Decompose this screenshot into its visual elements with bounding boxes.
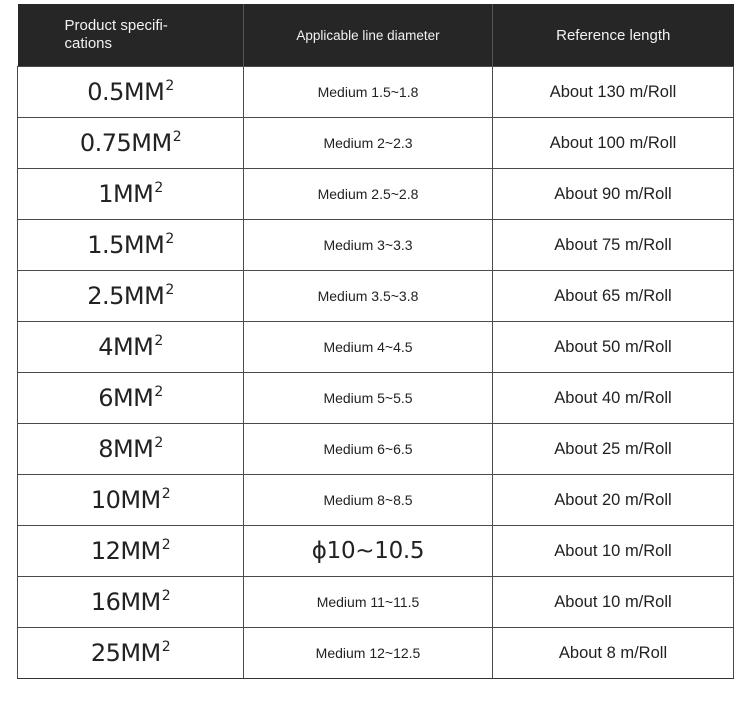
spec-unit-superscript: 2 (161, 588, 171, 604)
cell-product-spec (18, 628, 244, 679)
spec-value: 6MM (98, 384, 154, 412)
header-spec-label: Product specifi- cations (64, 17, 168, 52)
cell-product-spec (18, 220, 244, 271)
cell-reference-length: About 130 m/Roll (493, 67, 734, 118)
spec-value: 16MM (90, 588, 161, 616)
header-product-specifications (18, 4, 244, 67)
cell-reference-length: About 65 m/Roll (493, 271, 734, 322)
table-row (18, 424, 734, 475)
table-body (18, 67, 734, 679)
cell-line-diameter: ϕ10~10.5 (244, 526, 493, 577)
cell-reference-length: About 10 m/Roll (493, 526, 734, 577)
spec-value: 12MM (90, 537, 161, 565)
cell-line-diameter: Medium 11~11.5 (244, 577, 493, 628)
cell-line-diameter: Medium 12~12.5 (244, 628, 493, 679)
table-row (18, 67, 734, 118)
cell-reference-length: About 20 m/Roll (493, 475, 734, 526)
table-row (18, 169, 734, 220)
cell-reference-length: About 40 m/Roll (493, 373, 734, 424)
cell-product-spec (18, 577, 244, 628)
table-header (18, 4, 734, 67)
spec-unit-superscript: 2 (165, 231, 174, 247)
cell-reference-length: About 8 m/Roll (493, 628, 734, 679)
spec-table (17, 4, 734, 679)
spec-value: 0.75MM (79, 129, 172, 157)
cell-line-diameter: Medium 6~6.5 (244, 424, 493, 475)
header-reference-length: Reference length (493, 4, 734, 67)
spec-value: 2.5MM (87, 282, 165, 310)
table-row (18, 271, 734, 322)
spec-value: 0.5MM (87, 78, 165, 106)
spec-unit-superscript: 2 (161, 486, 171, 502)
cell-reference-length: About 10 m/Roll (493, 577, 734, 628)
cell-line-diameter: Medium 3~3.3 (244, 220, 493, 271)
cell-reference-length: About 50 m/Roll (493, 322, 734, 373)
spec-value: 1MM (98, 180, 154, 208)
cell-reference-length: About 25 m/Roll (493, 424, 734, 475)
spec-unit-superscript: 2 (154, 333, 163, 349)
cell-product-spec (18, 373, 244, 424)
cell-product-spec (18, 169, 244, 220)
table-row (18, 220, 734, 271)
spec-unit-superscript: 2 (165, 78, 174, 94)
spec-unit-superscript: 2 (154, 435, 163, 451)
spec-value: 8MM (98, 435, 154, 463)
table-row (18, 373, 734, 424)
cell-reference-length: About 100 m/Roll (493, 118, 734, 169)
cell-line-diameter: Medium 2.5~2.8 (244, 169, 493, 220)
cell-line-diameter: Medium 2~2.3 (244, 118, 493, 169)
cell-product-spec (18, 271, 244, 322)
spec-unit-superscript: 2 (154, 180, 163, 196)
cell-line-diameter: Medium 1.5~1.8 (244, 67, 493, 118)
header-row (18, 4, 734, 67)
spec-value: 4MM (98, 333, 154, 361)
spec-unit-superscript: 2 (161, 537, 171, 553)
cell-line-diameter: Medium 3.5~3.8 (244, 271, 493, 322)
cell-reference-length: About 75 m/Roll (493, 220, 734, 271)
cell-product-spec (18, 67, 244, 118)
cell-product-spec (18, 118, 244, 169)
table-row (18, 577, 734, 628)
spec-unit-superscript: 2 (165, 282, 174, 298)
spec-value: 25MM (90, 639, 161, 667)
cell-product-spec (18, 424, 244, 475)
table-row (18, 322, 734, 373)
header-applicable-line-diameter: Applicable line diameter (244, 4, 493, 67)
table-row (18, 118, 734, 169)
spec-unit-superscript: 2 (154, 384, 163, 400)
cell-product-spec (18, 322, 244, 373)
spec-unit-superscript: 2 (172, 129, 182, 145)
spec-value: 10MM (90, 486, 161, 514)
table-row (18, 475, 734, 526)
spec-value: 1.5MM (87, 231, 165, 259)
cell-line-diameter: Medium 5~5.5 (244, 373, 493, 424)
spec-unit-superscript: 2 (161, 639, 171, 655)
table-row (18, 628, 734, 679)
cell-line-diameter: Medium 8~8.5 (244, 475, 493, 526)
table-row (18, 526, 734, 577)
cell-product-spec (18, 526, 244, 577)
cell-line-diameter: Medium 4~4.5 (244, 322, 493, 373)
cell-reference-length: About 90 m/Roll (493, 169, 734, 220)
cell-product-spec (18, 475, 244, 526)
